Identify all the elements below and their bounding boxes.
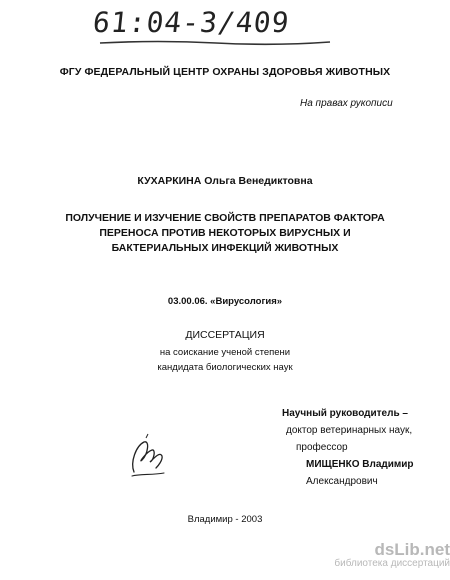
supervisor-heading: Научный руководитель – [282,408,408,419]
watermark-tagline: библиотека диссертаций [334,558,450,569]
title-line: БАКТЕРИАЛЬНЫХ ИНФЕКЦИЙ ЖИВОТНЫХ [111,242,339,254]
document-type: ДИССЕРТАЦИЯ [185,329,265,341]
handwritten-underline [98,40,333,46]
supervisor-block [282,405,414,490]
author-name: КУХАРКИНА Ольга Венедиктовна [137,175,313,187]
degree-line: на соискание ученой степени [159,347,291,358]
rights-note: На правах рукописи [300,98,393,109]
supervisor-rank: профессор [296,442,348,453]
specialty-code: 03.00.06. «Вирусология» [167,296,283,307]
handwritten-catalog-number: 61:04-3/409 [91,6,292,39]
dissertation-title [0,211,450,256]
supervisor-name: МИЩЕНКО Владимир [306,459,414,470]
degree-line: кандидата биологических наук [157,362,293,373]
supervisor-patronymic: Александрович [306,476,378,487]
watermark [300,540,450,569]
watermark-logo: dsLib.net [374,540,450,559]
city-year: Владимир - 2003 [187,514,263,525]
title-line: ПЕРЕНОСА ПРОТИВ НЕКОТОРЫХ ВИРУСНЫХ И [99,227,351,239]
organization-name: ФГУ ФЕДЕРАЛЬНЫЙ ЦЕНТР ОХРАНЫ ЗДОРОВЬЯ ЖИВОТНЫХ [59,66,391,78]
title-line: ПОЛУЧЕНИЕ И ИЗУЧЕНИЕ СВОЙСТВ ПРЕПАРАТОВ ФАКТОРА [65,212,385,224]
degree-statement [0,345,450,375]
supervisor-degree: доктор ветеринарных наук, [286,425,413,436]
handwritten-signature [126,432,168,482]
